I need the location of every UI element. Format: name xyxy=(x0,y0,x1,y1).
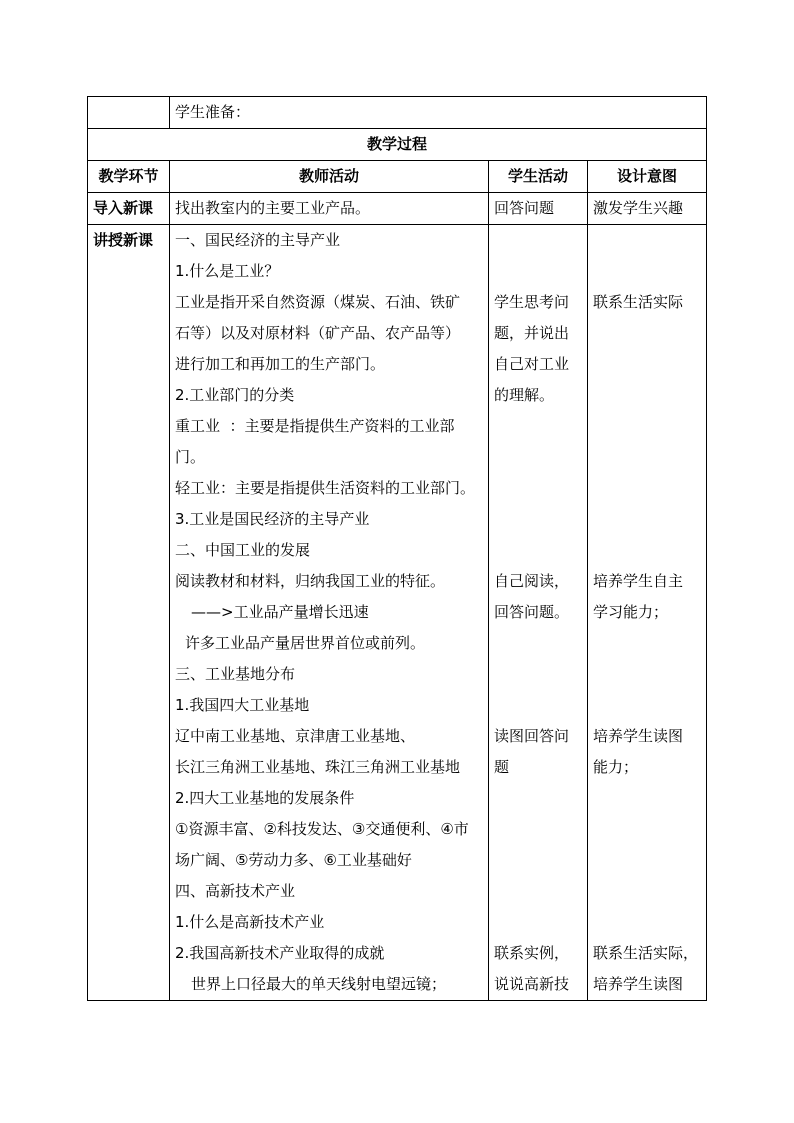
header-intent: 设计意图 xyxy=(588,161,707,193)
teacher-line: 3.工业是国民经济的主导产业 xyxy=(175,510,370,528)
intent-text: 学习能力； xyxy=(593,603,669,621)
teacher-line: ——>工业品产量增长迅速 xyxy=(191,603,369,621)
student-text: 读图回答问 xyxy=(494,727,570,745)
intro-intent: 激发学生兴趣 xyxy=(588,193,707,225)
header-teacher: 教师活动 xyxy=(170,161,489,193)
student-prep-row xyxy=(88,97,707,129)
student-text: 自己阅读， xyxy=(494,572,570,590)
teacher-line: 四、高新技术产业 xyxy=(175,882,296,900)
student-text: 回答问题。 xyxy=(494,603,570,621)
intro-row xyxy=(88,193,707,225)
student-text: 联系实例， xyxy=(494,944,570,962)
teacher-line: 2.工业部门的分类 xyxy=(175,386,295,404)
student-text: 自己对工业 xyxy=(494,355,570,373)
teacher-line: 2.我国高新技术产业取得的成就 xyxy=(175,944,385,962)
process-title: 教学过程 xyxy=(88,129,707,161)
teacher-line: 三、工业基地分布 xyxy=(175,665,296,683)
main-intent-cell xyxy=(588,225,707,1001)
prep-text-cell: 学生准备： xyxy=(170,97,707,129)
process-title-row xyxy=(88,129,707,161)
teacher-line: 长江三角洲工业基地、珠江三角洲工业基地 xyxy=(175,758,461,776)
main-teacher-cell xyxy=(170,225,489,1001)
intent-text: 培养学生读图 xyxy=(593,727,684,745)
teacher-line: 2.四大工业基地的发展条件 xyxy=(175,789,355,807)
teacher-line: 场广阔、⑤劳动力多、⑥工业基础好 xyxy=(175,851,412,869)
main-row xyxy=(88,225,707,1001)
teacher-line: 辽中南工业基地、京津唐工业基地、 xyxy=(175,727,416,745)
teacher-line: 世界上口径最大的单天线射电望远镜； xyxy=(191,975,447,993)
main-student-cell xyxy=(489,225,588,1001)
student-text: 题，并说出 xyxy=(494,324,570,342)
teacher-line: ①资源丰富、②科技发达、③交通便利、④市 xyxy=(175,820,469,838)
teacher-line: 阅读教材和材料，归纳我国工业的特征。 xyxy=(175,572,446,590)
teacher-line: 1.我国四大工业基地 xyxy=(175,696,310,714)
student-text: 题 xyxy=(494,758,510,776)
main-stage xyxy=(88,225,170,1001)
teacher-line: 工业是指开采自然资源（煤炭、石油、铁矿 xyxy=(175,293,461,311)
intent-text: 培养学生读图 xyxy=(593,975,684,993)
intent-text: 培养学生自主 xyxy=(593,572,684,590)
intent-text: 联系生活实际 xyxy=(593,293,684,311)
teacher-line: 一、国民经济的主导产业 xyxy=(175,231,341,249)
teacher-line: 轻工业：主要是指提供生活资料的工业部门。 xyxy=(175,479,476,497)
intent-text: 能力； xyxy=(593,758,639,776)
student-text: 学生思考问 xyxy=(494,293,570,311)
teacher-line: 重工业 ：主要是指提供生产资料的工业部 xyxy=(175,417,455,435)
teacher-line: 二、中国工业的发展 xyxy=(175,541,311,559)
student-text: 的理解。 xyxy=(494,386,555,404)
header-row xyxy=(88,161,707,193)
prep-label-cell xyxy=(88,97,170,129)
header-student: 学生活动 xyxy=(489,161,588,193)
intro-teacher: 找出教室内的主要工业产品。 xyxy=(170,193,489,225)
intro-student: 回答问题 xyxy=(489,193,588,225)
main-stage-label: 讲授新课 xyxy=(93,231,154,249)
lesson-plan-table xyxy=(87,96,707,1001)
teacher-line: 石等）以及对原材料（矿产品、农产品等） xyxy=(175,324,461,342)
student-text: 说说高新技 xyxy=(494,975,570,993)
intro-stage: 导入新课 xyxy=(88,193,170,225)
teacher-line: 许多工业品产量居世界首位或前列。 xyxy=(185,634,426,652)
intent-text: 联系生活实际， xyxy=(593,944,699,962)
teacher-line: 1.什么是高新技术产业 xyxy=(175,913,325,931)
teacher-line: 门。 xyxy=(175,448,206,466)
teacher-line: 1.什么是工业？ xyxy=(175,262,280,280)
teacher-line: 进行加工和再加工的生产部门。 xyxy=(175,355,386,373)
header-stage: 教学环节 xyxy=(88,161,170,193)
